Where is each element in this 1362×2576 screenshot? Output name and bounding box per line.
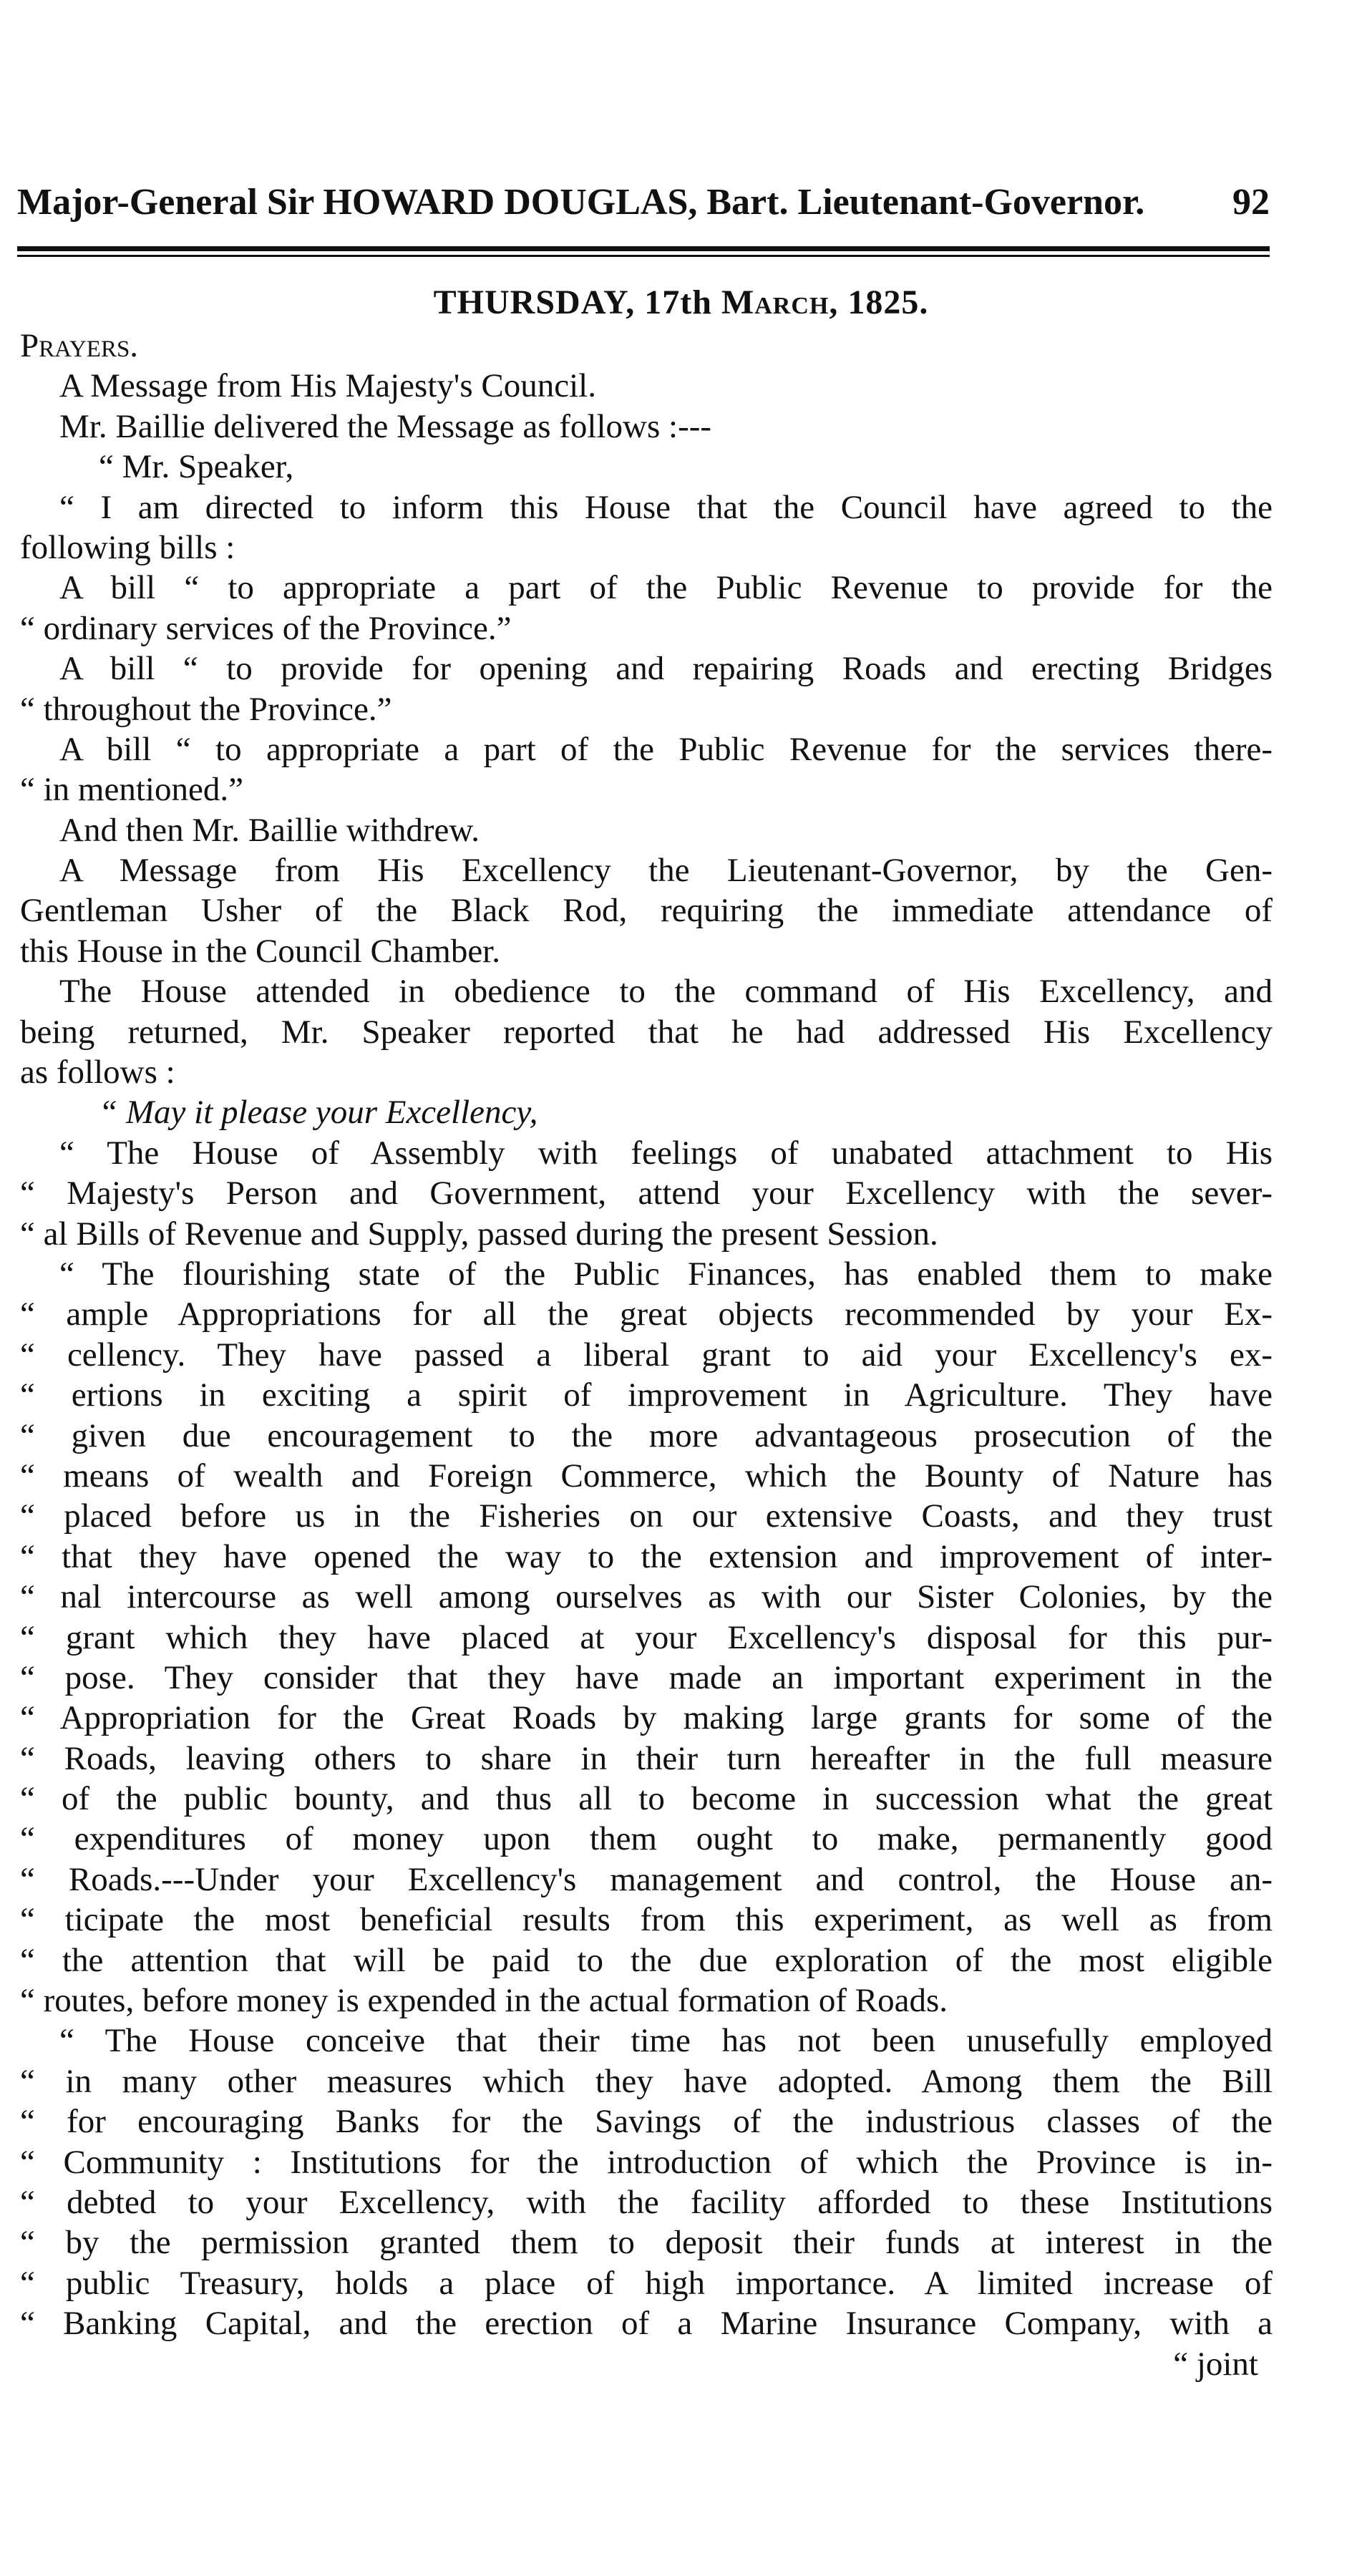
text-line: The House attended in obedience to the command of His Excellency, and — [59, 973, 1273, 1011]
text-line: “ of the public bounty, and thus all to become in succession what the great — [20, 1780, 1273, 1818]
text-line: “ pose. They consider that they have made an important experiment in the — [20, 1658, 1273, 1696]
text-line: “ cellency. They have passed a liberal grant to aid your Excellency's ex- — [20, 1336, 1273, 1374]
text-line: “ in mentioned.” — [20, 771, 243, 809]
text-line: this House in the Council Chamber. — [20, 932, 500, 970]
date-heading — [0, 283, 1362, 322]
text-line: And then Mr. Baillie withdrew. — [59, 811, 480, 849]
text-line: “ Appropriation for the Great Roads by making large grants for some of the — [20, 1699, 1273, 1737]
journal-body — [20, 326, 1273, 2384]
text-line: “ debted to your Excellency, with the facility afforded to these Institutions — [20, 2183, 1273, 2221]
header-rule-thick — [17, 246, 1270, 251]
date-date: 17th — [644, 283, 712, 321]
text-line: “ I am directed to inform this House that the Council have agreed to the — [59, 488, 1273, 526]
text-line: “ public Treasury, holds a place of high importance. A limited increase of — [20, 2264, 1273, 2302]
text-line: as follows : — [20, 1054, 175, 1092]
text-line: “ ticipate the most beneficial results from this experiment, as well as from — [20, 1901, 1273, 1939]
header-rule-thin — [17, 255, 1270, 257]
text-line: “ means of wealth and Foreign Commerce, which the Bounty of Nature has — [20, 1457, 1273, 1494]
text-line: “ in many other measures which they have adopted. Among them the Bill — [20, 2062, 1273, 2100]
text-line: “ nal intercourse as well among ourselves as with our Sister Colonies, by the — [20, 1578, 1273, 1616]
date-year: 1825. — [847, 283, 929, 321]
text-line: Gentleman Usher of the Black Rod, requiring the immediate attendance of — [20, 892, 1273, 930]
text-line: “ ertions in exciting a spirit of improvement in Agriculture. They have — [20, 1376, 1273, 1414]
date-month: March, — [721, 283, 839, 321]
text-line: “ given due encouragement to the more advantageous prosecution of the — [20, 1416, 1273, 1454]
text-line: “ expenditures of money upon them ought to make, permanently good — [20, 1820, 1273, 1858]
text-line: “ for encouraging Banks for the Savings of the industrious classes of the — [20, 2103, 1273, 2141]
page-number: 92 — [1232, 182, 1270, 223]
text-line: “ Roads, leaving others to share in their turn hereafter in the full measure — [20, 1739, 1273, 1777]
text-line: “ The flourishing state of the Public Finances, has enabled them to make — [59, 1255, 1273, 1293]
text-line: “ placed before us in the Fisheries on our extensive Coasts, and they trust — [20, 1497, 1273, 1535]
text-line: Prayers. — [20, 327, 139, 364]
text-line: A bill “ to appropriate a part of the Public Revenue to provide for the — [59, 569, 1273, 607]
text-line: being returned, Mr. Speaker reported that he had addressed His Excellency — [20, 1013, 1273, 1051]
header-title: Major-General Sir HOWARD DOUGLAS, Bart. Lieutenant-Governor. — [17, 182, 1145, 223]
text-line: “ Majesty's Person and Government, attend your Excellency with the sever- — [20, 1175, 1273, 1212]
text-line: “ the attention that will be paid to the due exploration of the most eligible — [20, 1941, 1273, 1979]
text-line: A Message from His Majesty's Council. — [59, 367, 596, 405]
date-day: THURSDAY, — [433, 283, 636, 321]
text-line: “ May it please your Excellency, — [99, 1094, 538, 1132]
catchword: “ joint — [1173, 2345, 1258, 2383]
text-line: following bills : — [20, 528, 235, 566]
text-line: “ The House conceive that their time has not been unusefully employed — [59, 2022, 1273, 2060]
text-line: “ Community : Institutions for the introduction of which the Province is in- — [20, 2143, 1273, 2181]
text-line: “ Roads.---Under your Excellency's management and control, the House an- — [20, 1860, 1273, 1898]
text-line: A bill “ to appropriate a part of the Public Revenue for the services there- — [59, 730, 1273, 768]
text-line: A bill “ to provide for opening and repairing Roads and erecting Bridges — [59, 650, 1273, 688]
running-header — [17, 175, 1270, 233]
text-line: “ ample Appropriations for all the great objects recommended by your Ex- — [20, 1296, 1273, 1333]
text-line: “ al Bills of Revenue and Supply, passed during the present Session. — [20, 1215, 938, 1253]
text-line: “ that they have opened the way to the extension and improvement of inter- — [20, 1537, 1273, 1575]
text-line: “ grant which they have placed at your Excellency's disposal for this pur- — [20, 1618, 1273, 1656]
text-line: “ throughout the Province.” — [20, 690, 392, 728]
text-line: “ ordinary services of the Province.” — [20, 609, 512, 647]
text-line: “ by the permission granted them to deposit their funds at interest in the — [20, 2224, 1273, 2262]
text-line: “ Banking Capital, and the erection of a Marine Insurance Company, with a — [20, 2305, 1273, 2343]
text-line: A Message from His Excellency the Lieutenant-Governor, by the Gen- — [59, 852, 1273, 890]
text-line: “ routes, before money is expended in the actual formation of Roads. — [20, 1982, 948, 2020]
text-line: Mr. Baillie delivered the Message as follows :--- — [59, 407, 712, 445]
text-line: “ Mr. Speaker, — [99, 448, 294, 486]
text-line: “ The House of Assembly with feelings of unabated attachment to His — [59, 1134, 1273, 1172]
